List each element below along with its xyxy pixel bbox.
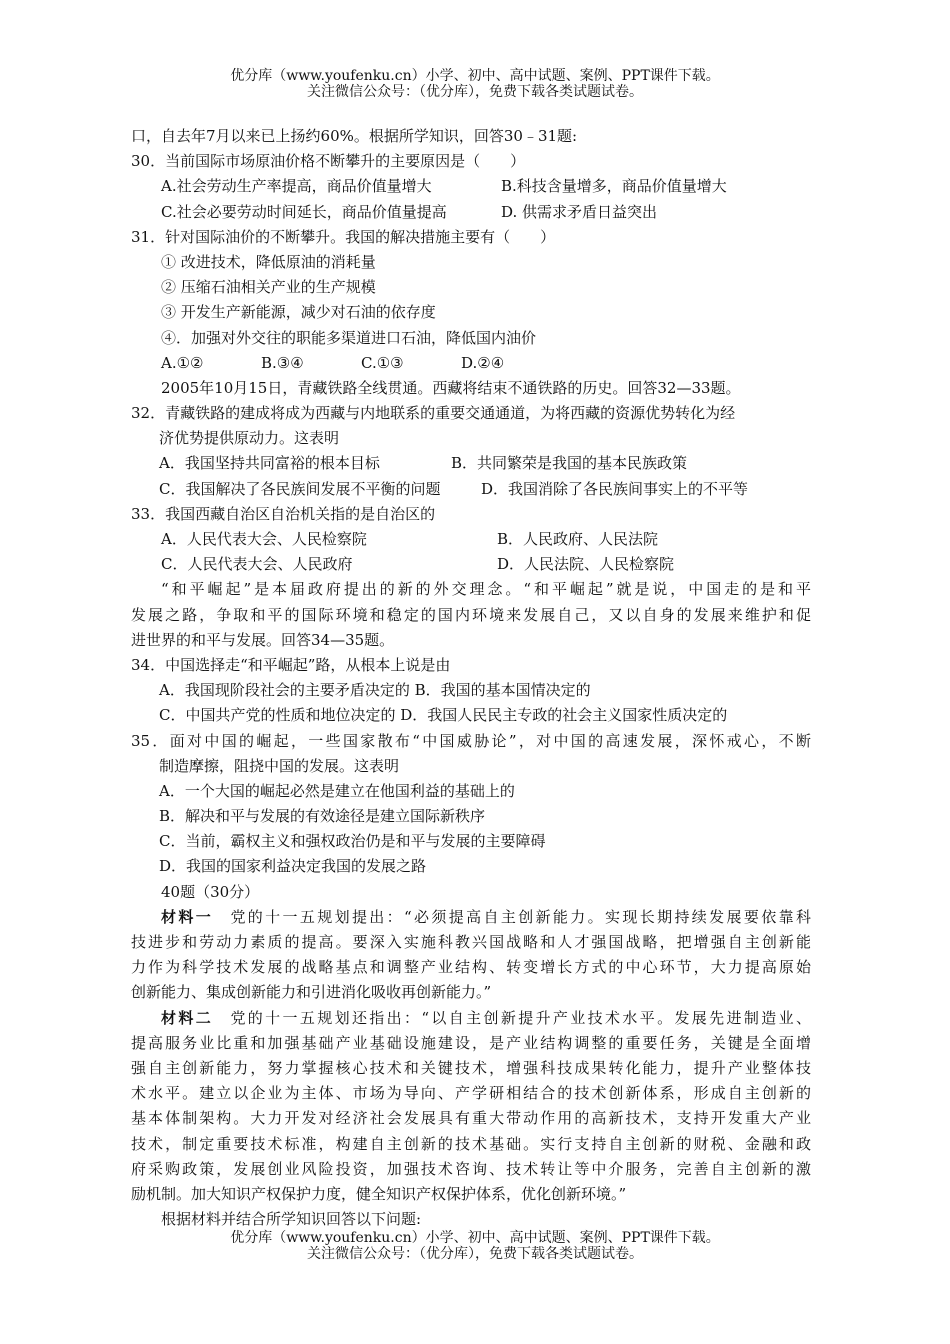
intro-34-35 [131,577,811,653]
question-30 [131,149,811,225]
question-34-options-ab: A．我国现阶段社会的主要矛盾决定的 B．我国的基本国情决定的 [159,681,591,700]
material-2-line-7: 府采购政策，发展创业风险投资，加强技术咨询、技术转让等中介服务，完善自主创新的激 [131,1159,811,1178]
intro-30-31: 口，自去年7月以来已上扬约60%。根据所学知识，回答30﹣31题: [131,127,578,145]
intro-34-35-line-1: “和平崛起”是本届政府提出的新的外交理念。“和平崛起”就是说，中国走的是和平 [161,580,811,599]
question-30-option-a: A.社会劳动生产率提高，商品价值量增大 [161,177,432,196]
intro-32-33: 2005年10月15日，青藏铁路全线贯通。西藏将结束不通铁路的历史。回答32—33题。 [161,378,741,397]
question-33-stem: 33．我国西藏自治区自治机关指的是自治区的 [131,504,436,523]
page-footer [0,1230,950,1262]
question-31 [131,225,811,376]
question-31-stem: 31．针对国际油价的不断攀升。我国的解决措施主要有（ ） [131,227,556,246]
question-32 [131,401,811,502]
question-32-option-b: B．共同繁荣是我国的基本民族政策 [451,454,688,473]
material-1-line-1: 党的十一五规划提出：“必须提高自主创新能力。实现长期持续发展要依靠科 [230,907,811,926]
material-1-line-2: 技进步和劳动力素质的提高。要深入实施科教兴国战略和人才强国战略，把增强自主创新能 [131,933,811,951]
question-35-option-a: A．一个大国的崛起必然是建立在他国利益的基础上的 [159,781,515,800]
material-1-line-4: 创新能力、集成创新能力和引进消化吸收再创新能力。” [131,983,492,1002]
question-35 [131,729,811,880]
question-35-option-c: C．当前，霸权主义和强权政治仍是和平与发展的主要障碍 [159,832,546,851]
material-2-line-2: 提高服务业比重和加强基础产业基础设施建设，是产业结构调整的重要任务，关键是全面增 [131,1033,811,1052]
material-2-line-5: 基本体制架构。大力开发对经济社会发展具有重大带动作用的高新技术，支持开发重大产业 [131,1109,811,1128]
question-31-statement-4: ④．加强对外交往的职能多渠道进口石油，降低国内油价 [161,328,537,347]
footer-line-2: 关注微信公众号：（优分库），免费下载各类试题试卷。 [307,1246,643,1262]
header-line-2: 关注微信公众号：（优分库），免费下载各类试题试卷。 [307,84,643,100]
question-31-statement-2: ② 压缩石油相关产业的生产规模 [161,278,376,297]
question-30-stem: 30．当前国际市场原油价格不断攀升的主要原因是（ ） [131,152,526,171]
question-33-option-b: B．人民政府、人民法院 [497,530,659,548]
question-32-option-a: A．我国坚持共同富裕的根本目标 [159,454,380,473]
question-31-option-d: D.②④ [461,353,505,372]
question-30-option-c: C.社会必要劳动时间延长，商品价值量提高 [161,202,447,221]
header-line-1: 优分库（www.youfenku.cn）小学、初中、高中试题、案例、PPT课件下载。 [230,68,720,84]
question-40-ask: 根据材料并结合所学知识回答以下问题: [161,1210,422,1229]
material-2-line-4: 术水平。建立以企业为主体、市场为导向、产学研相结合的技术创新体系，形成自主创新的 [131,1084,811,1103]
material-2-line-3: 强自主创新能力，努力掌握核心技术和关键技术，增强科技成果转化能力，提升产业整体技 [131,1058,811,1077]
question-30-option-d: D. 供需求矛盾日益突出 [501,202,658,221]
question-40 [131,880,811,1233]
question-35-stem-line-1: 35．面对中国的崛起，一些国家散布“中国威胁论”，对中国的高速发展，深怀戒心，不断 [131,731,811,750]
intro-34-35-line-3: 进世界的和平与发展。回答34—35题。 [131,630,395,649]
question-31-option-b: B.③④ [261,353,304,372]
question-33-option-d: D．人民法院、人民检察院 [497,555,675,574]
exam-content [131,124,811,1232]
page-header [0,68,950,100]
question-31-statement-1: ① 改进技术，降低原油的消耗量 [161,252,376,271]
material-2-line-8: 励机制。加大知识产权保护力度，健全知识产权保护体系，优化创新环境。” [131,1184,627,1203]
question-33-option-c: C．人民代表大会、人民政府 [161,555,353,574]
question-35-stem-line-2: 制造摩擦，阻挠中国的发展。这表明 [159,756,400,775]
question-32-option-c: C．我国解决了各民族间发展不平衡的问题 [159,479,441,498]
question-35-option-d: D．我国的国家利益决定我国的发展之路 [159,857,427,876]
question-31-option-a: A.①② [161,353,204,372]
question-30-option-b: B.科技含量增多，商品价值量增大 [501,177,727,196]
question-40-title: 40题（30分） [161,882,260,901]
footer-line-1: 优分库（www.youfenku.cn）小学、初中、高中试题、案例、PPT课件下载。 [230,1230,720,1246]
question-31-statement-3: ③ 开发生产新能源，减少对石油的依存度 [161,303,436,322]
question-34-options-cd: C．中国共产党的性质和地位决定的 D．我国人民民主专政的社会主义国家性质决定的 [159,706,728,725]
question-32-stem-line-2: 济优势提供原动力。这表明 [159,429,340,448]
question-32-stem-line-1: 32．青藏铁路的建成将成为西藏与内地联系的重要交通通道，为将西藏的资源优势转化为经 [131,404,736,423]
question-34-stem: 34．中国选择走“和平崛起”路，从根本上说是由 [131,655,451,674]
material-2-line-1: 党的十一五规划还指出：“以自主创新提升产业技术水平。发展先进制造业、 [230,1008,811,1027]
question-35-option-b: B．解决和平与发展的有效途径是建立国际新秩序 [159,807,486,826]
material-2-label: 材料二 [161,1008,214,1027]
question-32-option-d: D．我国消除了各民族间事实上的不平等 [481,479,749,498]
question-34 [131,653,811,729]
material-1-line-3: 力作为科学技术发展的战略基点和调整产业结构、转变增长方式的中心环节，大力提高原始 [131,958,811,977]
material-1-label: 材料一 [161,907,214,926]
material-2-line-6: 技术，制定重要技术标准，构建自主创新的技术基础。实行支持自主创新的财税、金融和政 [131,1134,811,1153]
intro-34-35-line-2: 发展之路，争取和平的国际环境和稳定的国内环境来发展自己，又以自身的发展来维护和促 [131,605,811,624]
question-31-option-c: C.①③ [361,353,404,372]
question-33 [131,502,811,578]
question-33-option-a: A．人民代表大会、人民检察院 [161,530,367,548]
